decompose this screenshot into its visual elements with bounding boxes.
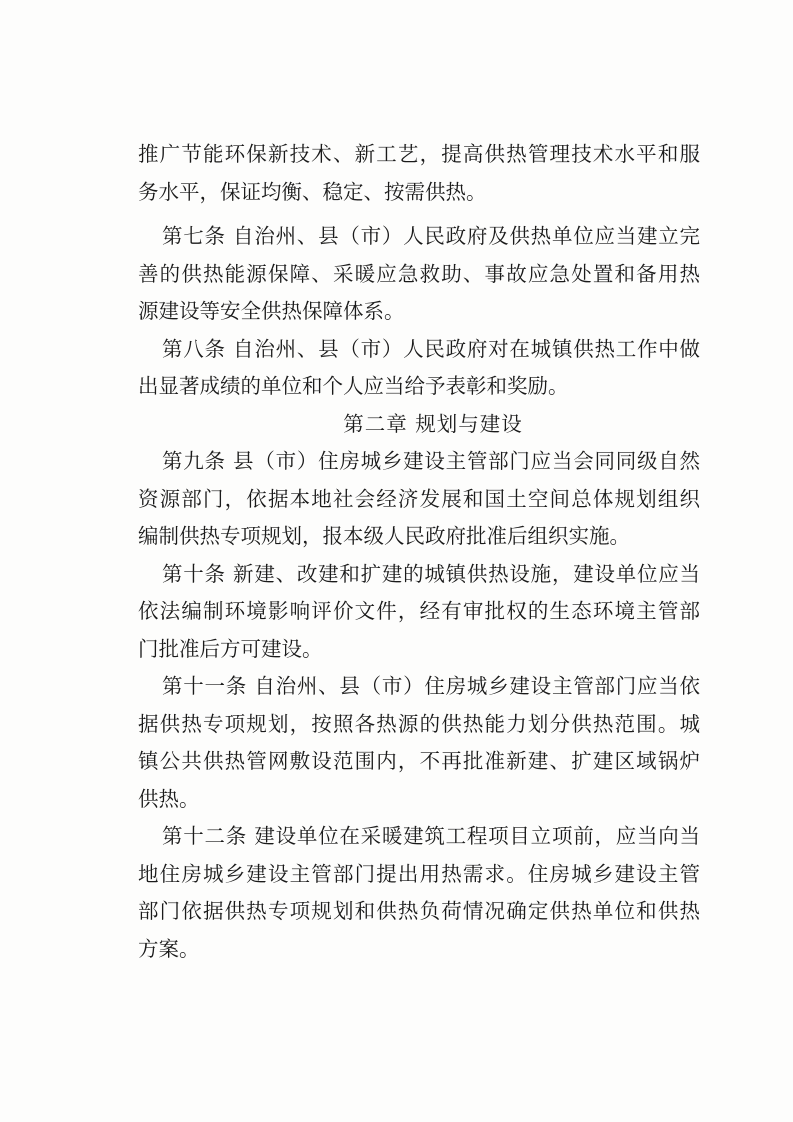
text-line: 镇公共供热管网敷设范围内，不再批准新建、扩建区域锅炉: [138, 749, 700, 773]
text-line: 源建设等安全供热保障体系。: [138, 299, 405, 323]
text-line: 第十二条 建设单位在采暖建筑工程项目立项前，应当向当: [162, 824, 700, 848]
text-line: 门批准后方可建设。: [138, 636, 323, 661]
text-line: 务水平，保证均衡、稳定、按需供热。: [138, 179, 487, 204]
text-line: 第九条 县（市）住房城乡建设主管部门应当会同同级自然: [162, 449, 700, 473]
document-body: [138, 136, 700, 968]
text-line: 第八条 自治州、县（市）人民政府对在城镇供热工作中做: [162, 336, 700, 361]
text-line: 据供热专项规划，按照各热源的供热能力划分供热范围。城: [138, 711, 700, 736]
text-line: 善的供热能源保障、采暖应急救助、事故应急处置和备用热: [138, 261, 700, 286]
article-8: [138, 331, 700, 406]
chapter-heading: 第二章 规划与建设: [343, 411, 523, 436]
text-line: 方案。: [138, 936, 200, 961]
text-line: 推广节能环保新技术、新工艺，提高供热管理技术水平和服: [138, 142, 700, 166]
article-9: [138, 443, 700, 556]
text-line: 第十一条 自治州、县（市）住房城乡建设主管部门应当依: [162, 674, 700, 698]
text-line: 编制供热专项规划，报本级人民政府批准后组织实施。: [138, 524, 630, 548]
text-line: 第七条 自治州、县（市）人民政府及供热单位应当建立完: [162, 224, 700, 248]
article-12: [138, 818, 700, 968]
text-line: 地住房城乡建设主管部门提出用热需求。住房城乡建设主管: [138, 861, 700, 886]
text-line: 资源部门，依据本地社会经济发展和国土空间总体规划组织: [138, 486, 700, 511]
text-line: 第十条 新建、改建和扩建的城镇供热设施，建设单位应当: [162, 561, 700, 586]
article-7: [138, 218, 700, 331]
text-line: 出显著成绩的单位和个人应当给予表彰和奖励。: [138, 374, 569, 398]
text-line: 部门依据供热专项规划和供热负荷情况确定供热单位和供热: [138, 899, 700, 923]
text-line: 依法编制环境影响评价文件，经有审批权的生态环境主管部: [138, 599, 700, 623]
text-line: 供热。: [138, 786, 200, 811]
article-10: [138, 556, 700, 669]
article-11: [138, 668, 700, 818]
paragraph-continuation: [138, 136, 700, 211]
